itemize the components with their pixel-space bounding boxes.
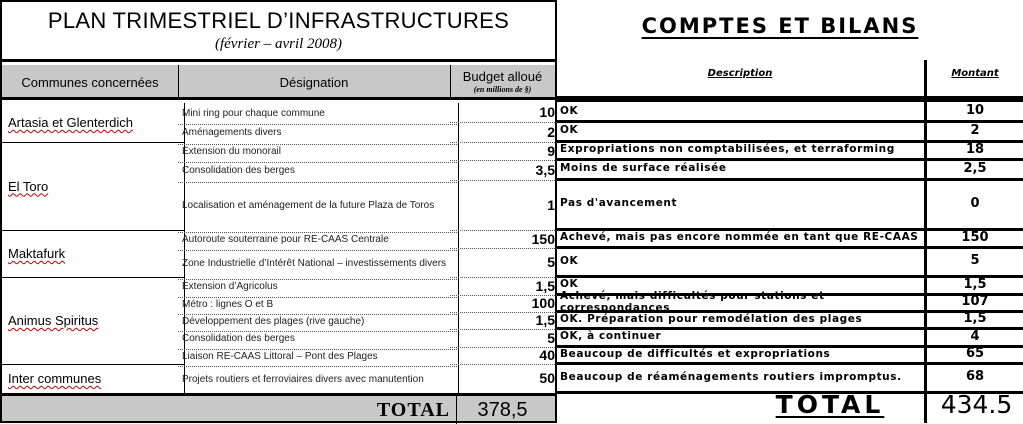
designation-cell: Zone Industrielle d’Intérêt National – investissements divers bbox=[178, 248, 459, 280]
designation-cell: Aménagements divers bbox=[178, 122, 459, 145]
account-amount: 107 bbox=[927, 293, 1023, 313]
account-description: OK bbox=[557, 246, 927, 278]
commune-name: El Toro bbox=[8, 178, 49, 194]
account-description: Achevé, mais pas encore nommée en tant que RE-CAAS bbox=[557, 228, 927, 249]
account-amount: 2,5 bbox=[927, 158, 1023, 181]
header-budget-unit: (en millions de §) bbox=[473, 84, 532, 94]
designation-cell: Développement des plages (rive gauche) bbox=[178, 312, 459, 332]
commune-name: Maktafurk bbox=[8, 246, 66, 261]
account-amount: 68 bbox=[927, 362, 1023, 394]
account-description: OK bbox=[557, 275, 927, 296]
plan-title: PLAN TRIMESTRIEL D’INFRASTRUCTURES bbox=[47, 8, 510, 33]
account-amount: 18 bbox=[927, 140, 1023, 161]
account-amount: 1,5 bbox=[927, 275, 1023, 296]
account-amount: 1,5 bbox=[927, 310, 1023, 330]
commune-name: Inter communes bbox=[8, 371, 102, 386]
designation-cell: Mini ring pour chaque commune bbox=[178, 103, 459, 125]
accounts-header-description: Description bbox=[707, 68, 773, 79]
budget-cell: 40 bbox=[450, 347, 559, 365]
accounts-body bbox=[0, 101, 1023, 391]
account-amount: 10 bbox=[927, 101, 1023, 123]
account-description: Expropriations non comptabilisées, et terraforming bbox=[557, 140, 927, 161]
account-amount: 5 bbox=[927, 246, 1023, 278]
account-description: OK bbox=[557, 120, 927, 143]
header-budget bbox=[450, 65, 555, 100]
designation-cell: Liaison RE-CAAS Littoral – Pont des Plages bbox=[178, 347, 459, 367]
designation-cell: Consolidation des berges bbox=[178, 160, 459, 183]
designation-cell: Métro : lignes O et B bbox=[178, 295, 459, 315]
account-description: OK, à continuer bbox=[557, 327, 927, 348]
account-amount: 4 bbox=[927, 327, 1023, 348]
account-description: OK. Préparation pour remodélation des plages bbox=[557, 310, 927, 330]
designation-cell: Autoroute souterraine pour RE-CAAS Centrale bbox=[178, 230, 459, 251]
budget-cell: 5 bbox=[450, 329, 559, 348]
commune-name: Animus Spiritus bbox=[8, 313, 99, 328]
budget-cell: 100 bbox=[450, 295, 559, 313]
account-description: Pas d'avancement bbox=[557, 178, 927, 231]
budget-cell: 3,5 bbox=[450, 160, 559, 181]
accounts-header-amount: Montant bbox=[951, 68, 999, 79]
plan-subtitle: (février – avril 2008) bbox=[214, 36, 343, 52]
account-description: OK bbox=[557, 101, 927, 123]
budget-cell: 5 bbox=[450, 248, 559, 278]
budget-cell: 150 bbox=[450, 230, 559, 249]
header-budget-label: Budget alloué bbox=[462, 68, 543, 84]
account-description: Achevé, mais difficultés pour stations et correspondances bbox=[557, 293, 927, 313]
designation-cell: Extension du monorail bbox=[178, 142, 459, 163]
account-description: Beaucoup de réaménagements routiers impromptus. bbox=[557, 362, 927, 394]
accounts-title-text: COMPTES ET BILANS bbox=[641, 14, 919, 38]
designation-cell: Projets routiers et ferroviaires divers avec manutention bbox=[178, 364, 459, 395]
account-description: Moins de surface réalisée bbox=[557, 158, 927, 181]
account-description: Beaucoup de difficultés et expropriations bbox=[557, 345, 927, 365]
budget-cell: 50 bbox=[539, 370, 555, 386]
budget-cell: 2 bbox=[450, 122, 559, 143]
accounts-total-label-text: TOTAL bbox=[775, 390, 885, 419]
header-communes: Communes concernées bbox=[2, 65, 179, 100]
account-amount: 0 bbox=[927, 178, 1023, 231]
plan-title-box bbox=[2, 2, 555, 62]
budget-cell: 1,5 bbox=[450, 277, 559, 296]
budget-cell: 1,5 bbox=[450, 312, 559, 330]
plan-header-row bbox=[2, 65, 555, 100]
plan-total-value: 378,5 bbox=[477, 399, 528, 421]
designation-cell: Extension d’Agricolus bbox=[178, 277, 459, 298]
budget-cell: 10 bbox=[450, 103, 559, 123]
designation-cell: Localisation et aménagement de la future Plaza de Toros bbox=[178, 180, 459, 233]
budget-cell: 1 bbox=[450, 180, 559, 231]
account-amount: 2 bbox=[927, 120, 1023, 143]
accounts-total-value: 434.5 bbox=[940, 390, 1013, 419]
commune-name: Artasia et Glenterdich bbox=[8, 115, 134, 130]
header-designation: Désignation bbox=[178, 65, 451, 100]
account-amount: 65 bbox=[927, 345, 1023, 365]
plan-total-label: TOTAL bbox=[178, 396, 457, 424]
designation-cell: Consolidation des berges bbox=[178, 329, 459, 350]
accounts-total-label bbox=[740, 390, 920, 419]
plan-total-row bbox=[2, 393, 555, 421]
budget-cell: 9 bbox=[450, 142, 559, 161]
accounts-title bbox=[560, 14, 1000, 38]
account-amount: 150 bbox=[927, 228, 1023, 249]
